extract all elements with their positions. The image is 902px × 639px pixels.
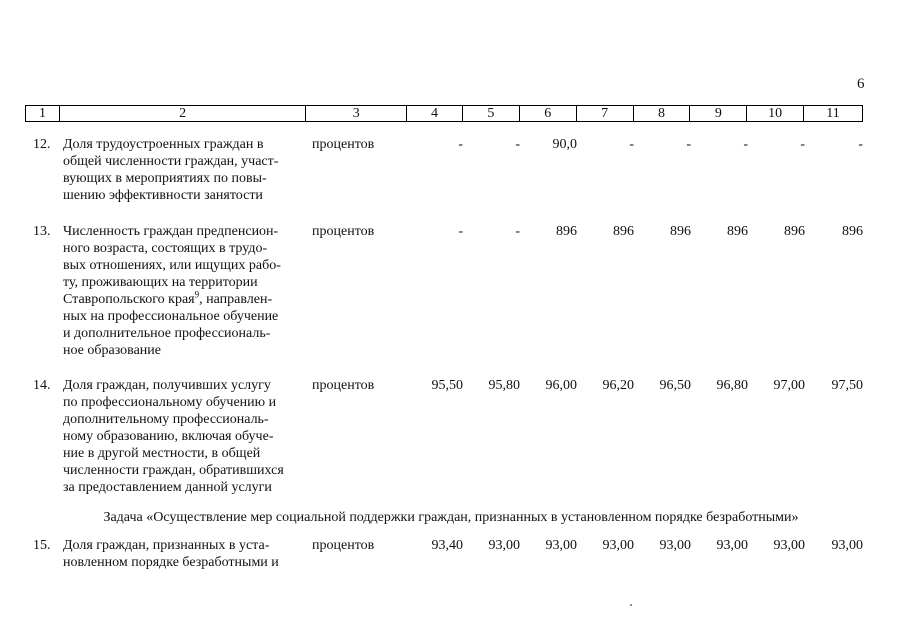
value-cell: 93,00 [773,538,805,553]
value-cell: 97,00 [773,378,805,393]
page-number: 6 [857,76,865,92]
indicator-name [63,223,303,359]
indicator-line: и дополнительное профессиональ- [63,326,271,341]
header-cell: 6 [520,106,577,121]
indicator-line: ту, проживающих на территории [63,275,258,290]
value-cell: - [629,137,634,152]
value-cell: - [458,224,463,239]
value-cell: 896 [613,224,634,239]
row-number: 13. [33,224,51,239]
indicator-line: ному образованию, включая обуче- [63,429,274,444]
value-cell: 896 [727,224,748,239]
indicator-line: вующих в мероприятиях по повы- [63,171,267,186]
indicator-line-with-footnote [63,291,303,308]
indicator-line: общей численности граждан, участ- [63,154,279,169]
scan-speck [630,604,632,606]
value-cell: - [743,137,748,152]
value-cell: 93,40 [431,538,463,553]
indicator-line: Численность граждан предпенсион- [63,224,279,239]
indicator-line: новленном порядке безработными и [63,555,279,570]
row-number: 14. [33,378,51,393]
indicator-line: за предоставлением данной услуги [63,480,272,495]
task-heading: Задача «Осуществление мер социальной поддержки граждан, признанных в установленном порядке безработными» [103,510,799,525]
unit-cell: процентов [312,224,375,239]
indicator-line: Доля граждан, признанных в уста- [63,538,270,553]
header-cell: 3 [306,106,407,121]
value-cell: 93,00 [716,538,748,553]
value-cell: 95,80 [488,378,520,393]
value-cell: - [800,137,805,152]
value-cell: 93,00 [545,538,577,553]
header-cell: 10 [747,106,804,121]
value-cell: 90,0 [552,137,577,152]
value-cell: - [858,137,863,152]
value-cell: 95,50 [431,378,463,393]
indicator-line: Доля граждан, получивших услугу [63,378,271,393]
value-cell: - [515,224,520,239]
value-cell: 93,00 [488,538,520,553]
indicator-line: Ставропольского края [63,292,195,307]
value-cell: 93,00 [602,538,634,553]
footnote-mark: 9 [194,289,200,300]
header-cell: 11 [826,106,840,121]
indicator-name [63,537,303,571]
value-cell: 96,20 [602,378,634,393]
value-cell: 896 [670,224,691,239]
header-cell: 1 [26,106,60,121]
value-cell: - [686,137,691,152]
indicator-line: вых отношениях, или ищущих рабо- [63,258,281,273]
indicator-line: ное образование [63,343,161,358]
indicator-line: Доля трудоустроенных граждан в [63,137,264,152]
value-cell: 896 [784,224,805,239]
indicator-line: численности граждан, обратившихся [63,463,284,478]
value-cell: 93,00 [659,538,691,553]
value-cell: 896 [842,224,863,239]
indicator-name [63,136,303,204]
unit-cell: процентов [312,137,375,152]
row-number: 12. [33,137,51,152]
indicator-line: ние в другой местности, в общей [63,446,261,461]
row-number: 15. [33,538,51,553]
indicator-line: ных на профессиональное обучение [63,309,279,324]
value-cell: 96,80 [716,378,748,393]
unit-cell: процентов [312,538,375,553]
value-cell: 96,00 [545,378,577,393]
indicator-line: дополнительному профессиональ- [63,412,269,427]
unit-cell: процентов [312,378,375,393]
table-header-row [25,105,863,122]
indicator-line: по профессиональному обучению и [63,395,277,410]
header-cell: 8 [634,106,691,121]
header-cell: 9 [690,106,747,121]
header-cell: 2 [60,106,306,121]
value-cell: - [515,137,520,152]
value-cell: - [458,137,463,152]
value-cell: 896 [556,224,577,239]
header-cell: 4 [407,106,463,121]
indicator-line-tail: , направлен- [199,292,273,307]
indicator-name [63,377,303,496]
header-cell: 5 [463,106,520,121]
header-cell: 7 [577,106,634,121]
value-cell: 97,50 [831,378,863,393]
indicator-line: ного возраста, состоящих в трудо- [63,241,268,256]
value-cell: 93,00 [831,538,863,553]
value-cell: 96,50 [659,378,691,393]
indicator-line: шению эффективности занятости [63,188,263,203]
